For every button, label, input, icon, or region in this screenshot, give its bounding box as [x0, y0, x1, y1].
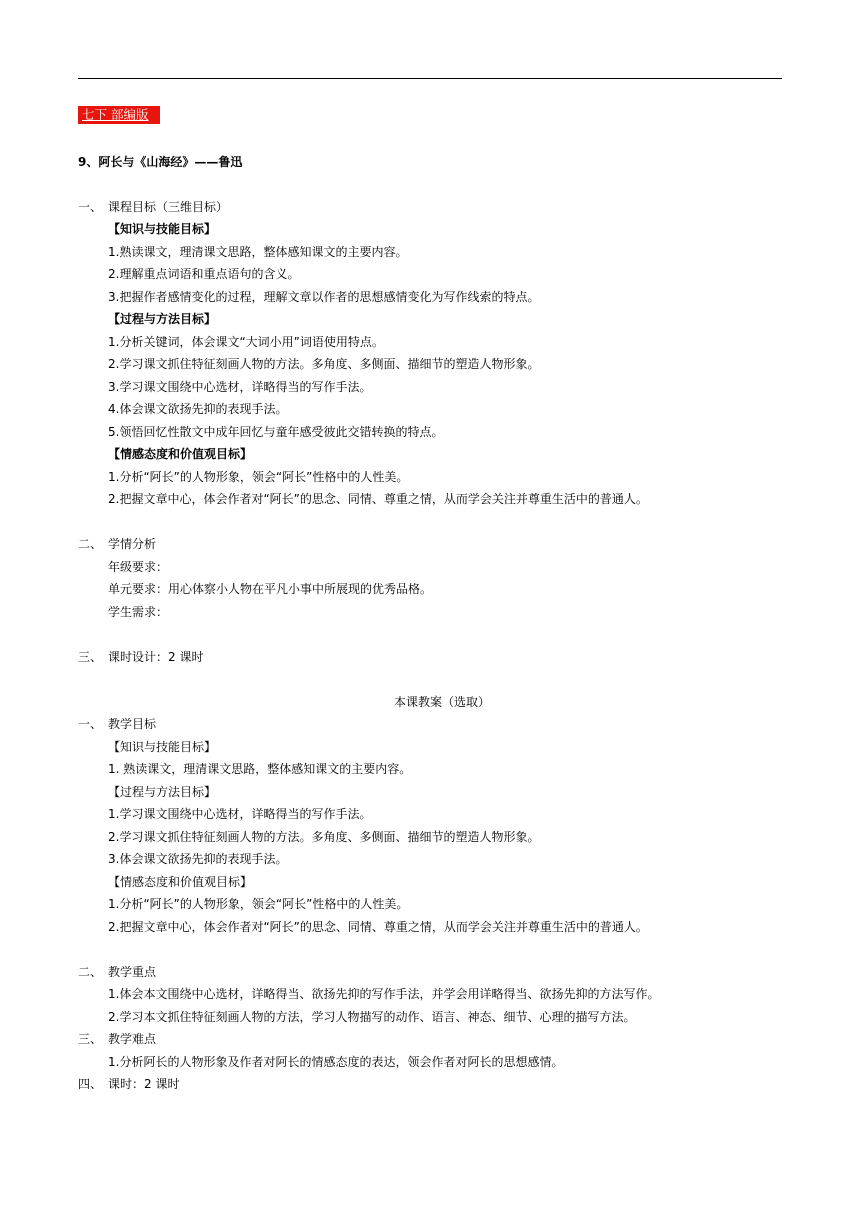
section-number: 一、 [78, 717, 103, 731]
subheading-emotion: 【情感态度和价值观目标】 [108, 447, 253, 461]
list-item: 5.领悟回忆性散文中成年回忆与童年感受彼此交错转换的特点。 [108, 425, 444, 439]
section-heading-student-analysis [78, 536, 156, 552]
section-title: 课时设计：2 课时 [108, 650, 204, 664]
section-title: 教学目标 [108, 717, 157, 731]
section-number: 二、 [78, 965, 103, 979]
list-item: 1.分析阿长的人物形象及作者对阿长的情感态度的表达，领会作者对阿长的思想感情。 [108, 1055, 564, 1069]
section-heading-class-hours [78, 1076, 179, 1092]
section-heading-schedule [78, 649, 203, 665]
section-title: 课时：2 课时 [108, 1077, 180, 1091]
list-item: 1.熟读课文，理清课文思路，整体感知课文的主要内容。 [108, 245, 408, 259]
section-number: 三、 [78, 650, 103, 664]
list-item: 2.理解重点词语和重点语句的含义。 [108, 267, 300, 281]
section-heading-course-goals [78, 199, 228, 215]
subheading-emotion: 【情感态度和价值观目标】 [108, 875, 253, 889]
section-heading-difficulties [78, 1031, 156, 1047]
subheading-knowledge: 【知识与技能目标】 [108, 740, 217, 754]
section-heading-teaching-goals [78, 716, 156, 732]
section-title: 课程目标（三维目标） [108, 200, 229, 214]
list-item: 1.分析“阿长”的人物形象，领会“阿长”性格中的人性美。 [108, 470, 409, 484]
subheading-process: 【过程与方法目标】 [108, 785, 217, 799]
subheading-knowledge: 【知识与技能目标】 [108, 222, 217, 236]
list-item: 1.体会本文围绕中心选材，详略得当、欲扬先抑的写作手法，并学会用详略得当、欲扬先抑的方法写作。 [108, 987, 660, 1001]
grade-tag: 七下 部编版 [78, 106, 160, 124]
list-item: 1.学习课文围绕中心选材，详略得当的写作手法。 [108, 807, 372, 821]
section-number: 四、 [78, 1077, 103, 1091]
list-item: 学生需求： [108, 605, 169, 619]
section-number: 一、 [78, 200, 103, 214]
section-heading-key-points [78, 964, 156, 980]
list-item: 2.学习本文抓住特征刻画人物的方法，学习人物描写的动作、语言、神态、细节、心理的描写方法。 [108, 1010, 636, 1024]
header-rule [78, 78, 782, 79]
subheading-process: 【过程与方法目标】 [108, 312, 217, 326]
list-item: 2.学习课文抓住特征刻画人物的方法。多角度、多侧面、描细节的塑造人物形象。 [108, 830, 540, 844]
list-item: 3.学习课文围绕中心选材，详略得当的写作手法。 [108, 380, 372, 394]
list-item: 1. 熟读课文，理清课文思路，整体感知课文的主要内容。 [108, 762, 412, 776]
list-item: 2.把握文章中心，体会作者对“阿长”的思念、同情、尊重之情，从而学会关注并尊重生活中的普通人。 [108, 920, 648, 934]
section-number: 二、 [78, 537, 103, 551]
list-item: 1.分析关键词，体会课文“大词小用”词语使用特点。 [108, 335, 384, 349]
list-item: 年级要求： [108, 560, 169, 574]
list-item: 2.把握文章中心，体会作者对“阿长”的思念、同情、尊重之情，从而学会关注并尊重生活中的普通人。 [108, 492, 648, 506]
section-title: 教学难点 [108, 1032, 157, 1046]
document-title: 9、阿长与《山海经》——鲁迅 [78, 155, 243, 169]
list-item: 4.体会课文欲扬先抑的表现手法。 [108, 402, 288, 416]
section-number: 三、 [78, 1032, 103, 1046]
list-item: 2.学习课文抓住特征刻画人物的方法。多角度、多侧面、描细节的塑造人物形象。 [108, 357, 540, 371]
list-item: 1.分析“阿长”的人物形象，领会“阿长”性格中的人性美。 [108, 897, 409, 911]
section-title: 教学重点 [108, 965, 157, 979]
list-item: 单元要求：用心体察小人物在平凡小事中所展现的优秀品格。 [108, 582, 433, 596]
section-title: 学情分析 [108, 537, 157, 551]
list-item: 3.体会课文欲扬先抑的表现手法。 [108, 852, 288, 866]
list-item: 3.把握作者感情变化的过程，理解文章以作者的思想感情变化为写作线索的特点。 [108, 290, 540, 304]
lesson-plan-title: 本课教案（选取） [394, 695, 491, 709]
